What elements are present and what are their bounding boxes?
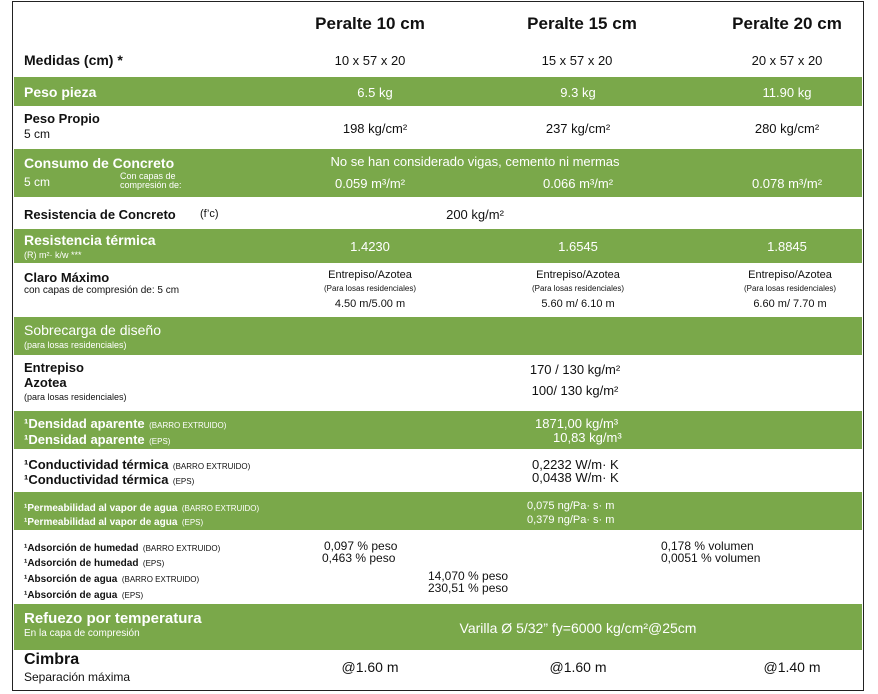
value-conductividad-barro: 0,2232 W/m· K	[532, 457, 619, 472]
claro-type-15: Entrepiso/Azotea	[536, 269, 620, 281]
value-resistencia-termica-15: 1.6545	[558, 239, 598, 254]
label-absorcion-agua-eps-tag: (EPS)	[121, 591, 144, 600]
label-adsorcion-humedad-eps-text: ¹Adsorción de humedad	[24, 558, 139, 569]
label-absorcion-agua-barro-tag: (BARRO EXTRUIDO)	[121, 575, 200, 584]
label-conductividad-eps-text: ¹Conductividad térmica	[24, 472, 169, 487]
label-refuerzo-sub: En la capa de compresión	[24, 628, 140, 639]
label-entrepiso-sub: (para losas residenciales)	[24, 392, 127, 402]
label-adsorcion-humedad-barro-text: ¹Adsorción de humedad	[24, 543, 139, 554]
value-resistencia-termica-20: 1.8845	[767, 239, 807, 254]
claro-type-sub-20: (Para losas residenciales)	[743, 284, 837, 293]
label-densidad-barro-text: ¹Densidad aparente	[24, 416, 145, 431]
value-cimbra-10: @1.60 m	[341, 659, 399, 675]
label-densidad-eps-text: ¹Densidad aparente	[24, 432, 145, 447]
label-densidad-eps	[24, 431, 170, 449]
value-resistencia-concreto: 200 kg/m²	[446, 207, 504, 222]
claro-type-10: Entrepiso/Azotea	[328, 269, 412, 281]
value-volumen-eps: 0,0051 % volumen	[661, 551, 761, 565]
label-cimbra: Cimbra	[24, 651, 80, 668]
header-peralte-20: Peralte 20 cm	[732, 14, 842, 33]
label-consumo-sub: 5 cm	[24, 175, 51, 189]
label-conductividad-barro-tag: (BARRO EXTRUIDO)	[172, 462, 251, 471]
value-peso-propio-15: 237 kg/cm²	[545, 121, 611, 136]
value-adsorcion-humedad-barro: 0,097 % peso	[324, 539, 398, 553]
value-medidas-15: 15 x 57 x 20	[541, 53, 613, 68]
label-consumo: Consumo de Concreto	[24, 155, 175, 171]
label-conductividad-eps	[24, 471, 194, 489]
label-permeabilidad-eps-text: ¹Permeabilidad al vapor de agua	[24, 517, 178, 528]
value-adsorcion-humedad-eps: 0,463 % peso	[322, 551, 396, 565]
value-medidas-10: 10 x 57 x 20	[334, 53, 406, 68]
label-adsorcion-humedad-eps-tag: (EPS)	[142, 559, 165, 568]
label-resistencia-concreto-sub: (f’c)	[200, 208, 219, 220]
value-peso-pieza-15: 9.3 kg	[560, 85, 596, 100]
value-consumo-20: 0.078 m³/m²	[751, 176, 823, 191]
label-medidas: Medidas (cm) *	[24, 52, 123, 68]
label-entrepiso: Entrepiso	[24, 360, 84, 375]
label-azotea: Azotea	[24, 375, 67, 390]
label-claro-maximo: Claro Máximo	[24, 270, 110, 285]
consumo-note: No se han considerado vigas, cemento ni mermas	[330, 154, 620, 169]
value-conductividad-eps: 0,0438 W/m· K	[532, 470, 619, 485]
claro-type-20: Entrepiso/Azotea	[748, 269, 832, 281]
label-consumo-sub2: Con capas de compresión de:	[120, 171, 182, 190]
claro-type-sub-15: (Para losas residenciales)	[531, 284, 625, 293]
value-peso-propio-10: 198 kg/cm²	[342, 121, 408, 136]
value-resistencia-termica-10: 1.4230	[350, 239, 390, 254]
value-peso-propio-20: 280 kg/cm²	[754, 121, 820, 136]
value-permeabilidad-barro: 0,075 ng/Pa· s· m	[527, 500, 615, 512]
value-medidas-20: 20 x 57 x 20	[751, 53, 823, 68]
label-conductividad-eps-tag: (EPS)	[172, 477, 195, 486]
label-absorcion-agua-eps-text: ¹Absorción de agua	[24, 590, 118, 601]
value-absorcion-agua-eps: 230,51 % peso	[428, 581, 509, 595]
label-permeabilidad-eps	[24, 512, 203, 530]
row-band-peso-pieza	[14, 77, 862, 106]
label-conductividad-barro-text: ¹Conductividad térmica	[24, 457, 169, 472]
claro-value-10: 4.50 m/5.00 m	[334, 298, 406, 310]
label-densidad-eps-tag: (EPS)	[149, 437, 171, 446]
label-absorcion-agua-eps	[24, 585, 143, 603]
value-permeabilidad-eps: 0,379 ng/Pa· s· m	[527, 514, 615, 526]
value-densidad-barro: 1871,00 kg/m³	[535, 416, 619, 431]
claro-type-sub-10: (Para losas residenciales)	[323, 284, 417, 293]
header-peralte-15: Peralte 15 cm	[527, 14, 637, 33]
label-peso-propio-sub: 5 cm	[24, 127, 51, 141]
label-sobrecarga: Sobrecarga de diseño	[24, 322, 161, 338]
label-permeabilidad-barro-text: ¹Permeabilidad al vapor de agua	[24, 503, 178, 514]
label-resistencia-termica: Resistencia térmica	[24, 232, 156, 248]
value-entrepiso: 170 / 130 kg/m²	[529, 362, 621, 377]
label-permeabilidad-barro-tag: (BARRO EXTRUIDO)	[181, 504, 260, 513]
label-densidad-barro-tag: (BARRO EXTRUIDO)	[149, 421, 227, 430]
label-absorcion-agua-barro-text: ¹Absorción de agua	[24, 574, 118, 585]
label-peso-pieza: Peso pieza	[24, 84, 97, 100]
label-peso-propio: Peso Propio	[24, 111, 100, 126]
header-peralte-10: Peralte 10 cm	[315, 14, 425, 33]
label-cimbra-sub: Separación máxima	[24, 670, 131, 684]
value-peso-pieza-20: 11.90 kg	[762, 85, 812, 100]
label-resistencia-concreto: Resistencia de Concreto	[24, 207, 176, 222]
label-resistencia-termica-sub: (R) m²· k/w ***	[24, 250, 82, 260]
value-absorcion-agua-barro: 14,070 % peso	[428, 569, 509, 583]
label-claro-maximo-sub: con capas de compresión de: 5 cm	[24, 285, 180, 296]
label-permeabilidad-eps-tag: (EPS)	[181, 518, 204, 527]
label-refuerzo: Refuezo por temperatura	[24, 610, 202, 627]
label-adsorcion-humedad-barro-tag: (BARRO EXTRUIDO)	[142, 544, 221, 553]
value-refuerzo: Varilla Ø 5/32” fy=6000 kg/cm²@25cm	[459, 620, 697, 636]
value-volumen-barro: 0,178 % volumen	[661, 539, 754, 553]
label-sobrecarga-sub: (para losas residenciales)	[24, 340, 127, 350]
value-consumo-10: 0.059 m³/m²	[334, 176, 406, 191]
value-cimbra-15: @1.60 m	[549, 659, 607, 675]
value-densidad-eps: 10,83 kg/m³	[553, 430, 622, 445]
claro-value-15: 5.60 m/ 6.10 m	[541, 298, 615, 310]
claro-value-20: 6.60 m/ 7.70 m	[753, 298, 827, 310]
value-azotea: 100/ 130 kg/m²	[531, 383, 619, 398]
value-consumo-15: 0.066 m³/m²	[542, 176, 614, 191]
value-cimbra-20: @1.40 m	[763, 659, 821, 675]
value-peso-pieza-10: 6.5 kg	[357, 85, 393, 100]
